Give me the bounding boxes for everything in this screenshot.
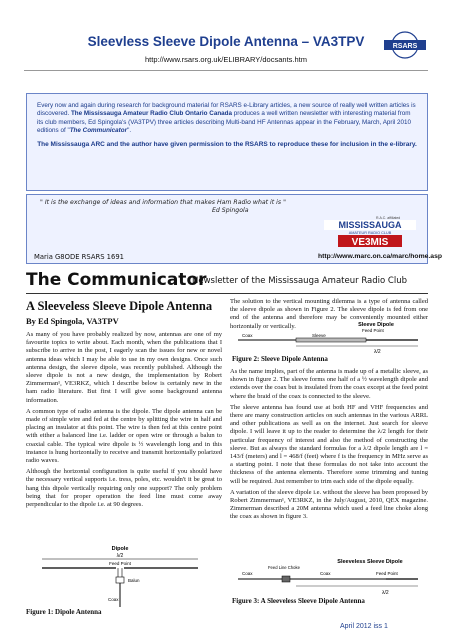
svg-text:VE3MIS: VE3MIS: [351, 237, 389, 248]
rsars-logo: [382, 30, 428, 60]
svg-text:Coax: Coax: [242, 571, 253, 576]
edition-footer: April 2012 iss 1: [340, 623, 388, 630]
figure-1-dipole-diagram: [38, 545, 208, 607]
paragraph: The sleeve antenna has found use at both HF and VHF frequencies and there are many construction articles on such antennas in the various ARRL and other publications as well as on the internet. Just search for sleeve dipole. I will leave it up to the reader to determine the λ/2 length for their particular frequency of interest and also the method of constructing the sleeve. But as always the standard formulas for a λ/2 dipole length are l = 143/f (meters) and l = 468/f (feet) where f is the frequency in MHz serve as a starting point. I note that these formulas do not take into account the thickness of the antenna elements. Therefore some trimming and tuning will be required. Just remember to trim each side of the dipole equally.: [230, 403, 428, 485]
figure-3-sleeveless-dipole-diagram: [236, 558, 422, 596]
permission-note: The Mississauga ARC and the author have given permission to the RSARS to reproduce these for inclusion in the e-library.: [37, 141, 417, 149]
svg-text:Coax: Coax: [320, 571, 331, 576]
svg-text:λ/2: λ/2: [374, 349, 381, 354]
paragraph: A common type of radio antenna is the dipole. The dipole antenna can be made of simple wire and fed at the centre by splitting the wire in half and placing an insulator at this point. The wire is then fed at this centre point with either a balanced line i.e. ladder or open wire or through a balun to coaxial cable. The typical wire dipole is ½ wavelength long and in this instance is hung horizontally to receive and transmit horizontally polarized radio waves.: [26, 407, 222, 465]
svg-text:Feed Point: Feed Point: [376, 571, 398, 576]
svg-text:Coax: Coax: [108, 597, 119, 602]
source-url[interactable]: http://www.rsars.org.uk/ELIBRARY/docsants.htm: [144, 55, 307, 64]
paragraph: As many of you have probably realized by now, antennas are one of my favourite topics to write about. Each month, when the publications that I subscribe to arrive in the post, I eagerly scan the issues for new or novel antenna ideas which I may be able to use in my own designs. Once such antenna design, the sleeve dipole, was recently published. Although the sleeve dipole is not a new design, the implementation by Robert Zimmerman¹, VE3RKZ, which I describe below is certainly new in the ham radio literature. But first I will give some background antenna information.: [26, 331, 222, 404]
masthead-rule: [26, 293, 428, 294]
svg-text:Feed Line Choke: Feed Line Choke: [268, 565, 300, 570]
svg-text:R.A.C. affiliated: R.A.C. affiliated: [376, 216, 401, 220]
intro-box: [26, 93, 428, 191]
svg-text:Sleeve: Sleeve: [312, 333, 326, 338]
paragraph: As the name implies, part of the antenna is made up of a metallic sleeve, as shown in figure 2. The sleeve forms one half of a ½ wavelength dipole and extends over the coax but is insulated from the coax except at the feed point where the braid of the coax is connected to the sleeve.: [230, 368, 428, 400]
svg-text:λ/2: λ/2: [116, 553, 124, 559]
svg-text:Balun: Balun: [128, 578, 140, 583]
page-title: Sleevless Sleeve Dipole Antenna – VA3TPV: [87, 34, 365, 49]
svg-text:Feed Point: Feed Point: [109, 561, 131, 566]
quote-author: Ed Spingola: [212, 207, 249, 214]
header-divider: [24, 70, 428, 71]
svg-text:Sleeveless Sleeve Dipole: Sleeveless Sleeve Dipole: [337, 559, 403, 565]
quote-text: " It is the exchange of ideas and information that makes Ham Radio what it is ": [40, 199, 286, 206]
svg-text:Coax: Coax: [242, 333, 253, 338]
newsletter-name: The Communicator: [26, 270, 207, 290]
figure-1-caption: Figure 1: Dipole Antenna: [26, 608, 102, 616]
intro-text: Every now and again during research for background material for RSARS e-Library articles, a new source of really well written articles is discovered. The Mississauga Amateur Radio Club Ontario Canada produces a well written newsletter with interesting material from its club members, Ed Spingola's (VA3TPV) three articles describing Multi-band HF Antennas appear in the February, March, April 2010 editions of "The Communicator".: [37, 102, 416, 134]
article-column-1: [26, 331, 222, 512]
svg-text:Dipole: Dipole: [111, 546, 129, 552]
club-url[interactable]: http://www.marc.on.ca/marc/home.asp: [318, 253, 443, 260]
svg-text:Sleeve Dipole: Sleeve Dipole: [358, 322, 394, 328]
newsletter-subtitle: Newsletter of the Mississauga Amateur Radio Club: [192, 276, 407, 286]
paragraph: Although the horizontal configuration is quite useful if you should have the necessary vertical supports i.e. tress, poles, etc. wouldn't it be great to hang this dipole vertically requiring only one support? The only problem being that for proper operation the feed line must come away perpendicular to the dipole i.e. at 90 degrees.: [26, 468, 222, 509]
figure-3-caption: Figure 3: A Sleeveless Sleeve Dipole Antenna: [232, 597, 365, 605]
article-column-2: [230, 368, 428, 525]
svg-text:MISSISSAUGA: MISSISSAUGA: [338, 220, 402, 230]
paragraph: The solution to the vertical mounting dilemma is a type of antenna called the sleeve dipole as shown in Figure 2. The sleeve dipole is fed from one end of the antenna and therefore may be conveniently mounted either horizontally or vertically.: [230, 298, 428, 330]
figure-2-caption: Figure 2: Sleeve Dipole Antenna: [232, 355, 328, 363]
article-title: A Sleeveless Sleeve Dipole Antenna: [26, 299, 213, 313]
svg-text:AMATEUR RADIO CLUB: AMATEUR RADIO CLUB: [348, 231, 392, 235]
article-byline: By Ed Spingola, VA3TPV: [26, 316, 119, 326]
svg-text:Feed Point: Feed Point: [362, 328, 384, 333]
figure-2-sleeve-dipole-diagram: [236, 321, 422, 354]
mississauga-club-logo: [324, 214, 416, 248]
paragraph: A variation of the sleeve dipole i.e. without the sleeve has been proposed by Robert Zimmerman¹, VE3RKZ, in the July/August, 2010, QEX magazine. Zimmerman described a 20M antenna which used a feed line choke along the coax as shown in figure 3.: [230, 488, 428, 521]
svg-text:RSARS: RSARS: [392, 43, 418, 50]
svg-text:λ/2: λ/2: [382, 590, 389, 596]
compiler-credit: Maria G8ODE RSARS 1691: [34, 253, 124, 261]
